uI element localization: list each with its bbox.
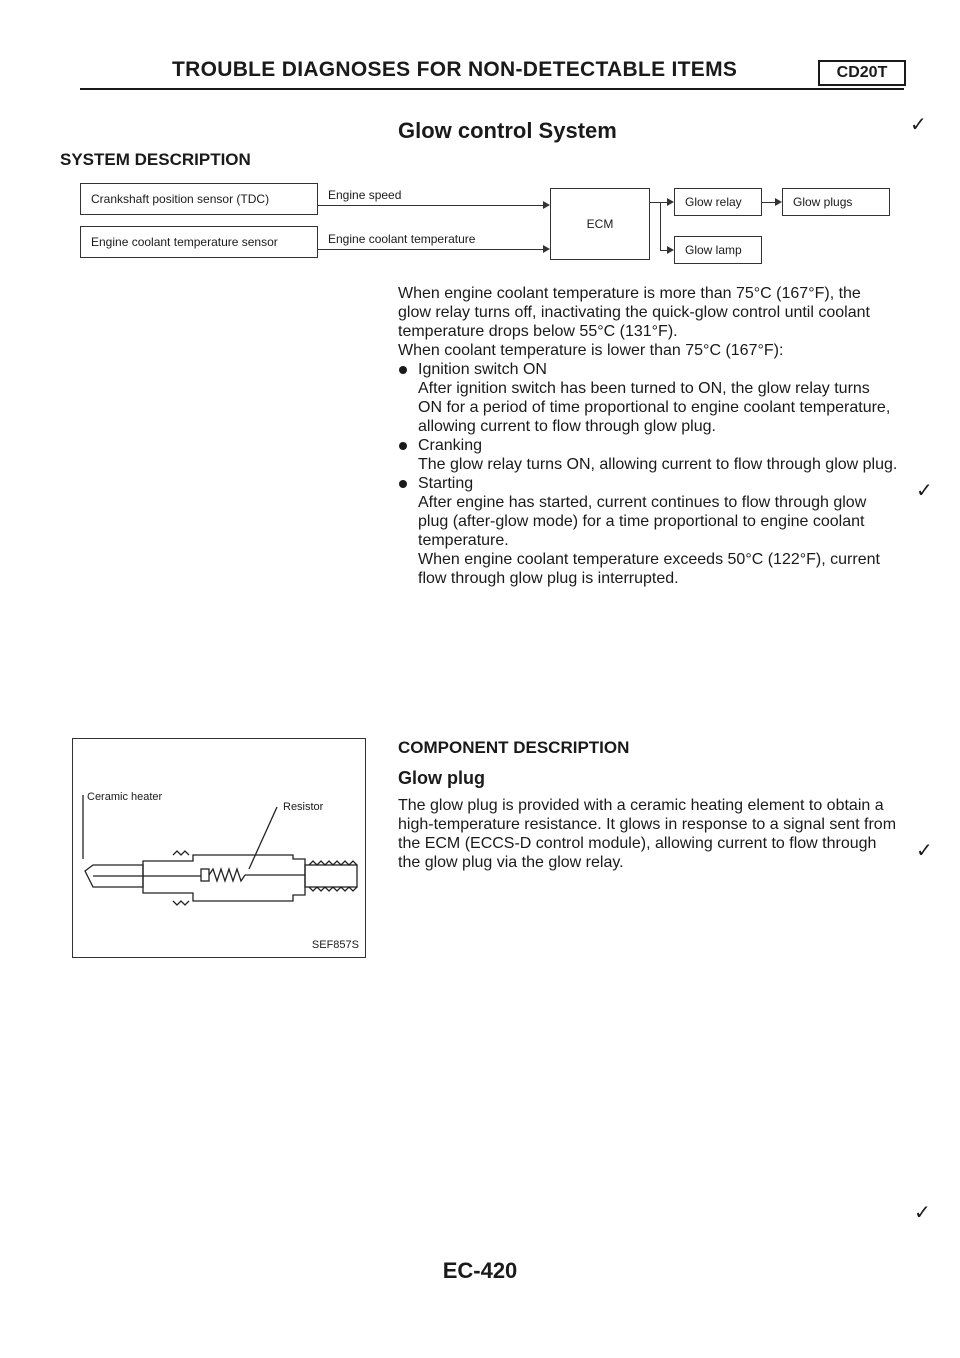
condition-text: After ignition switch has been turned to ON, the glow relay turns ON for a period of time proportional to engine coolant temperature, allowing current to flow through glow plug. [418,380,891,435]
condition-text: When engine coolant temperature exceeds 50°C (122°F), current flow through glow plug is interrupted. [418,551,880,587]
resistor-label: Resistor [283,801,324,813]
check-mark-icon: ✓ [914,1202,931,1224]
figure-code: SEF857S [311,939,359,951]
section-title: Glow control System [398,118,617,143]
arrow-right-icon [543,201,550,209]
arrow-right-icon [775,198,782,206]
glow-lamp-box [674,236,762,264]
glow-lamp-label: Glow lamp [685,243,742,257]
condition-text: The glow relay turns ON, allowing current to flow through glow plug. [418,456,898,473]
header-rule [80,88,904,90]
condition-title: Ignition switch ON [398,360,898,379]
glow-plug-description: The glow plug is provided with a ceramic heating element to obtain a high-temperature resistance. It glows in response to a signal sent from the ECM (ECCS-D control module), allowing current to flow through the glow plug via the glow relay. [398,797,897,871]
coolant-sensor-label: Engine coolant temperature sensor [91,235,278,249]
check-mark-icon: ✓ [910,114,927,136]
arrow-right-icon [543,245,550,253]
component-description-heading: COMPONENT DESCRIPTION [398,738,630,757]
plug-feed-line [762,202,776,203]
glow-relay-label: Glow relay [685,195,742,209]
coolant-temperature-signal-label: Engine coolant temperature [328,232,476,246]
condition-text: After engine has started, current continues to flow through glow plug (after-glow mode) for a time proportional to engine coolant temperature. [418,494,867,549]
system-description-text [398,284,898,588]
paragraph: When coolant temperature is lower than 75°C (167°F): [398,342,784,359]
glow-plugs-box [782,188,890,216]
crankshaft-sensor-box [80,183,318,215]
ecm-output-bus [660,202,661,250]
engine-speed-signal-label: Engine speed [328,188,402,202]
glow-plugs-label: Glow plugs [793,195,853,209]
engine-code-badge: CD20T [818,60,906,86]
condition-title: Starting [398,474,898,493]
check-mark-icon: ✓ [916,840,933,862]
ecm-output-stub [650,202,660,203]
glow-plug-figure [72,738,366,958]
glow-relay-box [674,188,762,216]
condition-title: Cranking [398,436,898,455]
check-mark-icon: ✓ [916,480,933,502]
crankshaft-sensor-label: Crankshaft position sensor (TDC) [91,192,270,206]
paragraph: When engine coolant temperature is more than 75°C (167°F), the glow relay turns off, inactivating the quick-glow control until coolant temperature drops below 55°C (131°F). [398,285,870,340]
arrow-right-icon [667,198,674,206]
glow-plug-subheading: Glow plug [398,768,485,788]
glow-plug-drawing [73,789,365,949]
page-header-title: TROUBLE DIAGNOSES FOR NON-DETECTABLE ITEMS [172,58,738,81]
ecm-label: ECM [586,217,614,231]
coolant-sensor-box [80,226,318,258]
ceramic-heater-label: Ceramic heater [87,791,163,803]
ecm-box [550,188,650,260]
system-description-heading: SYSTEM DESCRIPTION [60,150,251,169]
engine-speed-line [318,205,544,206]
arrow-right-icon [667,246,674,254]
page-number: EC-420 [442,1258,518,1283]
coolant-temperature-line [318,249,544,250]
